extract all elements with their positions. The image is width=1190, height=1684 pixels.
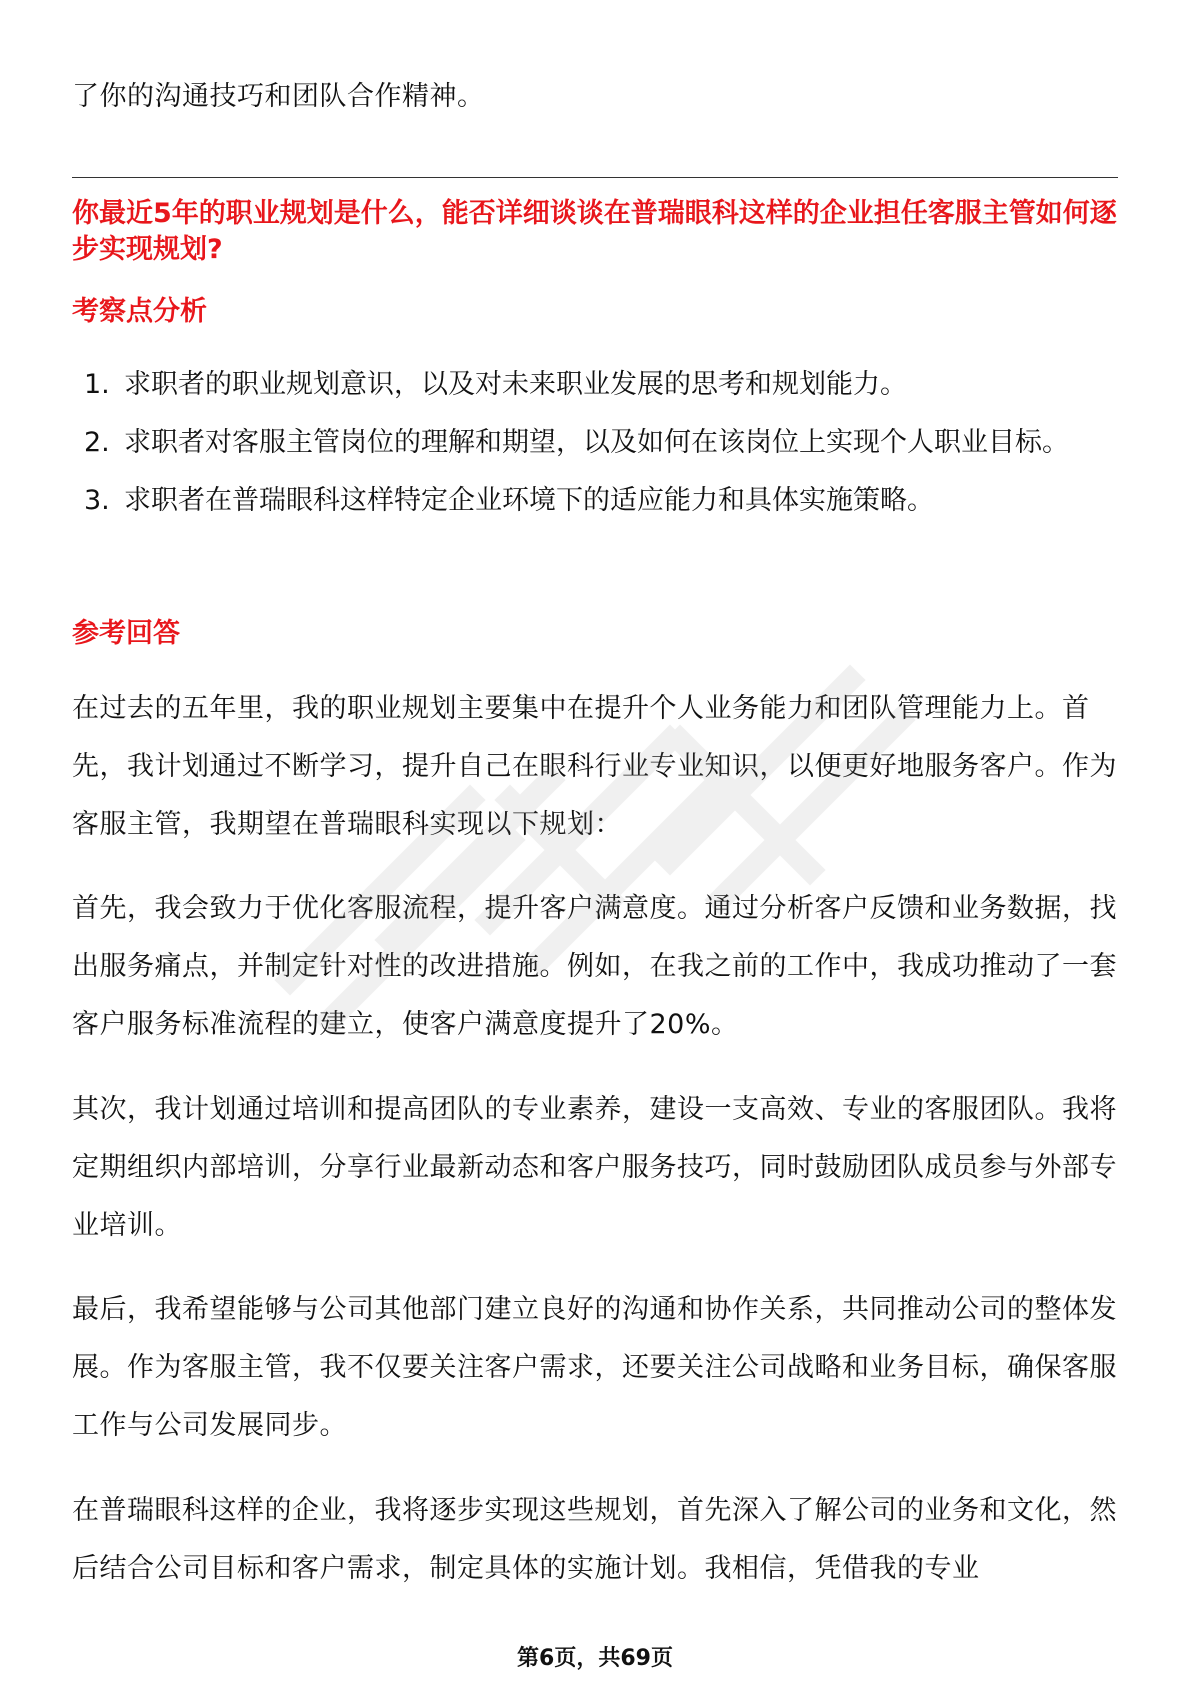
analysis-heading: 考察点分析 bbox=[72, 296, 207, 327]
answer-heading: 参考回答 bbox=[72, 618, 180, 649]
list-item-number: 1. bbox=[84, 369, 110, 400]
list-item bbox=[72, 356, 1118, 414]
continuation-paragraph: 了你的沟通技巧和团队合作精神。 bbox=[72, 81, 485, 112]
list-item-number: 2. bbox=[84, 427, 110, 458]
answer-paragraph: 在普瑞眼科这样的企业，我将逐步实现这些规划，首先深入了解公司的业务和文化，然后结合公司目标和客户需求，制定具体的实施计划。我相信，凭借我的专业 bbox=[72, 1495, 1117, 1584]
document-page bbox=[72, 0, 1118, 1684]
answer-paragraph: 在过去的五年里，我的职业规划主要集中在提升个人业务能力和团队管理能力上。首先，我计划通过不断学习，提升自己在眼科行业专业知识，以便更好地服务客户。作为客服主管，我期望在普瑞眼科实现以下规划： bbox=[72, 693, 1117, 840]
interview-question: 你最近5年的职业规划是什么，能否详细谈谈在普瑞眼科这样的企业担任客服主管如何逐步实现规划? bbox=[72, 198, 1117, 265]
list-item bbox=[72, 472, 1118, 530]
list-item-text: 求职者的职业规划意识，以及对未来职业发展的思考和规划能力。 bbox=[124, 369, 907, 400]
list-item bbox=[72, 414, 1118, 472]
answer-paragraph: 其次，我计划通过培训和提高团队的专业素养，建设一支高效、专业的客服团队。我将定期组织内部培训，分享行业最新动态和客户服务技巧，同时鼓励团队成员参与外部专业培训。 bbox=[72, 1094, 1117, 1241]
list-item-text: 求职者对客服主管岗位的理解和期望，以及如何在该岗位上实现个人职业目标。 bbox=[124, 427, 1069, 458]
list-item-text: 求职者在普瑞眼科这样特定企业环境下的适应能力和具体实施策略。 bbox=[124, 485, 934, 516]
answer-paragraph: 最后，我希望能够与公司其他部门建立良好的沟通和协作关系，共同推动公司的整体发展。作为客服主管，我不仅要关注客户需求，还要关注公司战略和业务目标，确保客服工作与公司发展同步。 bbox=[72, 1294, 1117, 1441]
list-item-number: 3. bbox=[84, 485, 110, 516]
section-divider bbox=[72, 177, 1118, 178]
page-number-footer: 第6页，共69页 bbox=[517, 1646, 673, 1671]
analysis-points-list bbox=[72, 356, 1118, 530]
answer-paragraph: 首先，我会致力于优化客服流程，提升客户满意度。通过分析客户反馈和业务数据，找出服务痛点，并制定针对性的改进措施。例如，在我之前的工作中，我成功推动了一套客户服务标准流程的建立，使客户满意度提升了20%。 bbox=[72, 893, 1117, 1040]
